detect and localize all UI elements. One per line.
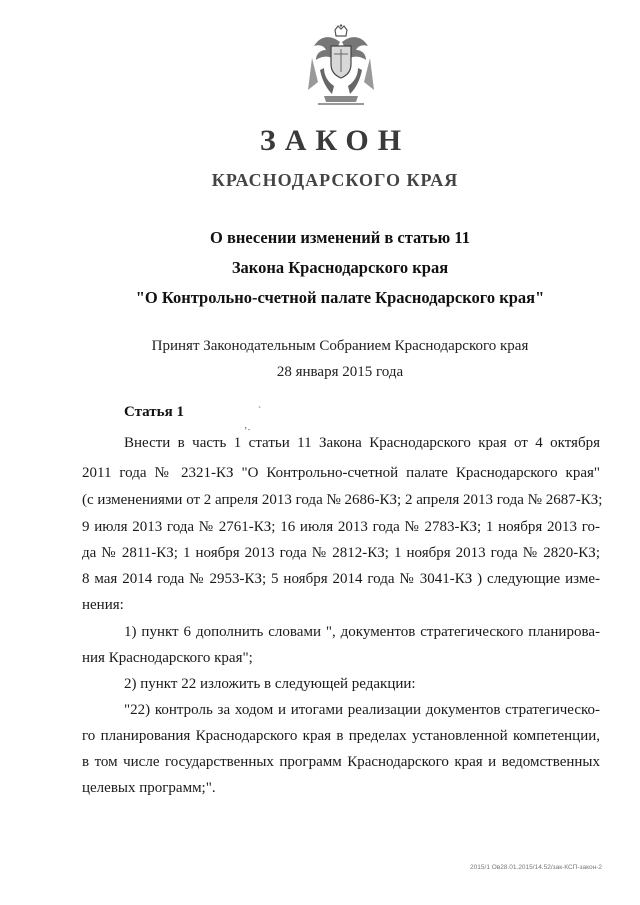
- law-heading-line-1: О внесении изменений в статью 11: [210, 228, 470, 247]
- article-line: нения:: [82, 597, 124, 613]
- article-item-1: 1) пункт 6 дополнить словами ", документов стратегического планирова-: [124, 624, 600, 640]
- scan-artifact: ‚ˎ: [244, 420, 251, 431]
- law-heading-line-2: Закона Краснодарского края: [231, 258, 449, 277]
- law-region: КРАСНОДАРСКОГО КРАЯ: [211, 170, 459, 190]
- article-quote-line: в том числе государственных программ Краснодарского края и ведомственных: [82, 754, 600, 770]
- article-line: 8 мая 2014 года № 2953-КЗ; 5 ноября 2014 года № 3041-КЗ ) следующие изме-: [82, 571, 600, 587]
- scan-artifact: ˋ: [258, 406, 262, 417]
- adoption-date: 28 января 2015 года: [276, 364, 404, 380]
- article-item-1-cont: ния Краснодарского края";: [82, 650, 253, 666]
- article-quote-line: целевых программ;".: [82, 780, 216, 796]
- article-line: 2011 года № 2321-КЗ "О Контрольно-счетной палате Краснодарского края": [82, 465, 600, 481]
- document-file-code: 2015/1 Ов28.01.2015/14.52/зак-КСП-закон-2: [470, 864, 602, 871]
- law-heading-line-3: "О Контрольно-счетной палате Краснодарского края": [135, 288, 545, 307]
- article-line: 9 июля 2013 года № 2761-КЗ; 16 июля 2013 года № 2783-КЗ; 1 ноября 2013 го-: [82, 519, 600, 535]
- article-line: да № 2811-КЗ; 1 ноября 2013 года № 2812-КЗ; 1 ноября 2013 года № 2820-КЗ;: [82, 545, 600, 561]
- article-item-2: 2) пункт 22 изложить в следующей редакции:: [124, 676, 416, 692]
- law-title: ЗАКОН: [259, 124, 411, 157]
- krasnodar-coat-of-arms-icon: [304, 24, 378, 110]
- adoption-statement: Принят Законодательным Собранием Краснодарского края: [151, 338, 529, 354]
- article-line: Внести в часть 1 статьи 11 Закона Краснодарского края от 4 октября: [124, 435, 600, 451]
- article-title: Статья 1: [124, 404, 184, 420]
- article-quote-line: го планирования Краснодарского края в пределах установленной компетенции,: [82, 728, 600, 744]
- article-line: (с изменениями от 2 апреля 2013 года № 2686-КЗ; 2 апреля 2013 года № 2687-КЗ;: [82, 492, 603, 508]
- article-quote-line: "22) контроль за ходом и итогами реализации документов стратегическо-: [124, 702, 600, 718]
